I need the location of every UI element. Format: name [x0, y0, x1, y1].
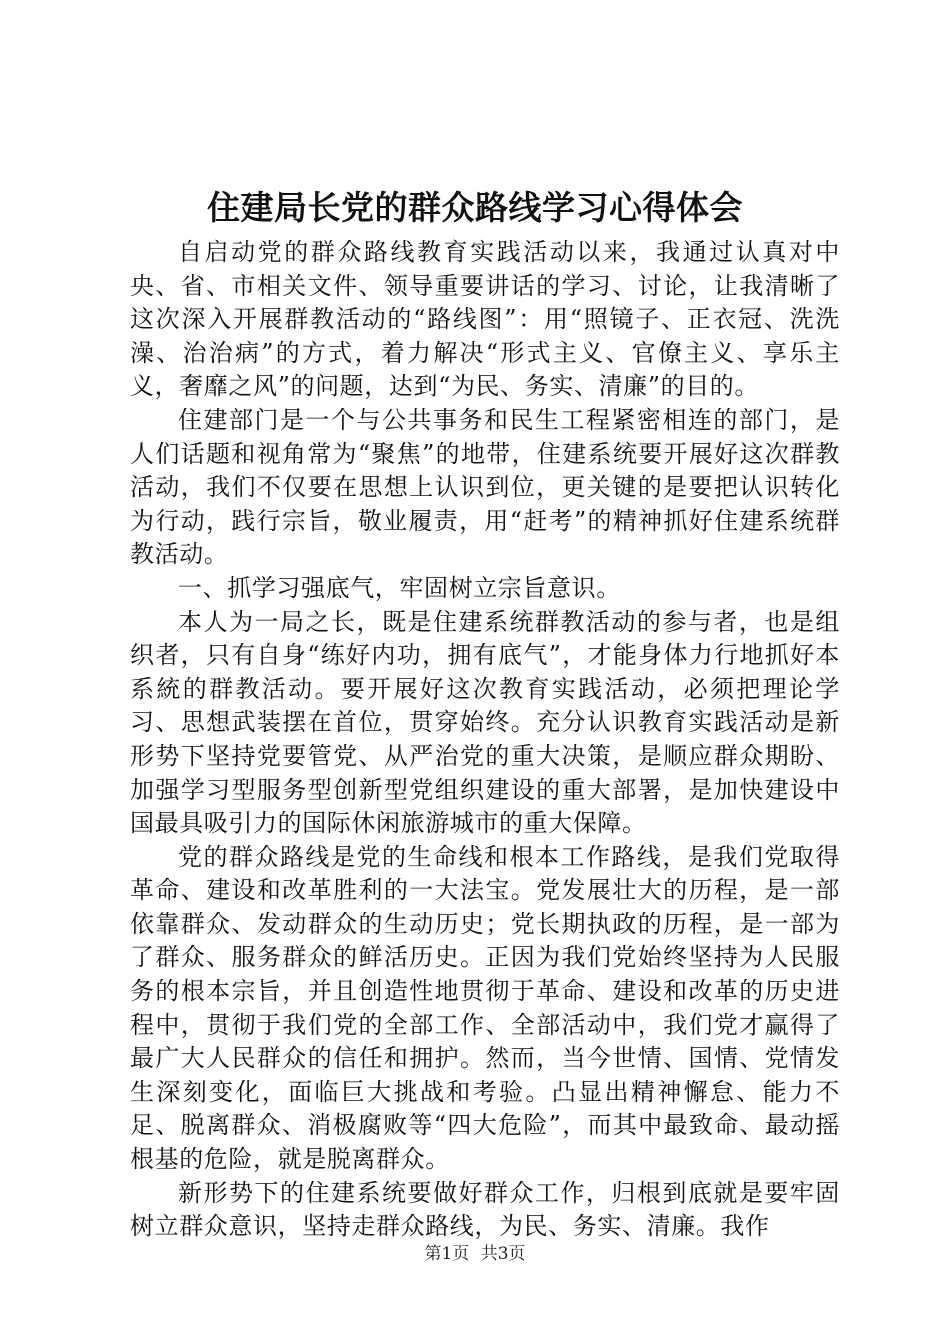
section-heading: 一、抓学习强底气，牢固树立宗旨意识。	[178, 573, 621, 602]
paragraph: 住建部门是一个与公共事务和民生工程紧密相连的部门，是人们话题和视角常为“聚焦”的地带，住建系统要开展好这次群教活动，我们不仅要在思想上认识到位，更关键的是要把认识转化为行动，践行宗旨，敬业履责，用“赶考”的精神抓好住建系统群教活动。	[130, 405, 840, 569]
paragraph: 自启动党的群众路线教育实践活动以来，我通过认真对中央、省、市相关文件、领导重要讲话的学习、讨论，让我清晰了这次深入开展群教活动的“路线图”：用“照镜子、正衣冠、洗洗澡、治治病”的方式，着力解决“形式主义、官僚主义、享乐主义，奢靡之风”的问题，达到“为民、务实、清廉”的目的。	[130, 238, 840, 401]
page-total: 共3页	[480, 1244, 526, 1264]
document-body	[130, 236, 840, 1244]
page-number: 第1页	[424, 1244, 470, 1264]
document-title: 住建局长党的群众路线学习心得体会	[207, 188, 743, 227]
paragraph: 新形势下的住建系统要做好群众工作，归根到底就是要牢固树立群众意识，坚持走群众路线，为民、务实、清廉。我作	[130, 1178, 840, 1241]
paragraph: 本人为一局之长，既是住建系统群教活动的参与者，也是组织者，只有自身“练好内功，拥有底气”，才能身体力行地抓好本系統的群教活动。要开展好这次教育实践活动，必须把理论学习、思想武装摆在首位，贯穿始终。充分认识教育实践活动是新形势下坚持党要管党、从严治党的重大决策，是顺应群众期盼、加强学习型服务型创新型党组织建设的重大部署，是加快建设中国最具吸引力的国际休闲旅游城市的重大保障。	[130, 607, 840, 838]
paragraph: 党的群众路线是党的生命线和根本工作路线，是我们党取得革命、建设和改革胜利的一大法宝。党发展壮大的历程，是一部依靠群众、发动群众的生动历史；党长期执政的历程，是一部为了群众、服务群众的鲜活历史。正因为我们党始终坚持为人民服务的根本宗旨，并且创造性地贯彻于革命、建设和改革的历史进程中，贯彻于我们党的全部工作、全部活动中，我们党才赢得了最广大人民群众的信任和拥护。然而，当今世情、国情、党情发生深刻变化，面临巨大挑战和考验。凸显出精神懈怠、能力不足、脱离群众、消极腐败等“四大危险”，而其中最致命、最动摇根基的危险，就是脱离群众。	[130, 842, 840, 1174]
page-footer	[0, 1242, 950, 1266]
